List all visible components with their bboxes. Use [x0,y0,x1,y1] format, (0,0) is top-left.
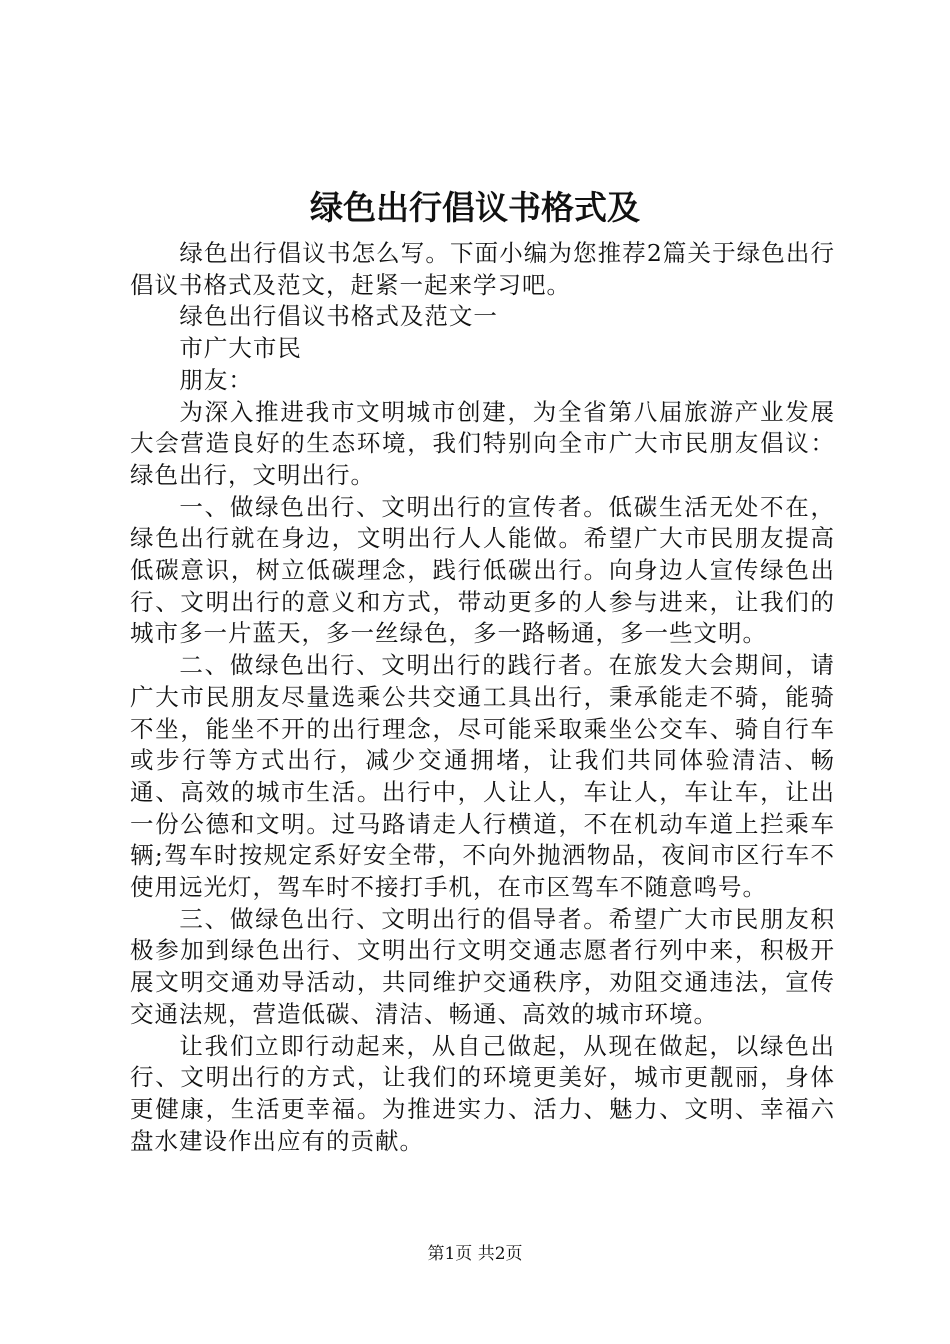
paragraph-salutation-line1: 市广大市民 [179,334,302,363]
page-indicator: 第1页 共2页 [427,1244,523,1264]
document-body [130,238,835,1157]
paragraph-salutation-line2: 朋友： [179,365,253,394]
paragraph-intro: 绿色出行倡议书怎么写。下面小编为您推荐2篇关于绿色出行倡议书格式及范文，赶紧一起来学习吧。 [130,239,835,299]
paragraph-opening: 为深入推进我市文明城市创建，为全省第八届旅游产业发展大会营造良好的生态环境，我们特别向全市广大市民朋友倡议：绿色出行，文明出行。 [130,397,835,489]
paragraph-closing: 让我们立即行动起来，从自己做起，从现在做起，以绿色出行、文明出行的方式，让我们的环境更美好，城市更靓丽，身体更健康，生活更幸福。为推进实力、活力、魅力、文明、幸福六盘水建设作出应有的贡献。 [130,1031,835,1155]
paragraph-point-one: 一、做绿色出行、文明出行的宣传者。低碳生活无处不在，绿色出行就在身边，文明出行人人能做。希望广大市民朋友提高低碳意识，树立低碳理念，践行低碳出行。向身边人宣传绿色出行、文明出行的意义和方式，带动更多的人参与进来，让我们的城市多一片蓝天，多一丝绿色，多一路畅通，多一些文明。 [130,492,835,648]
paragraph-subheading: 绿色出行倡议书格式及范文一 [179,302,498,331]
paragraph-point-three: 三、做绿色出行、文明出行的倡导者。希望广大市民朋友积极参加到绿色出行、文明出行文明交通志愿者行列中来，积极开展文明交通劝导活动，共同维护交通秩序，劝阻交通违法，宣传交通法规，营造低碳、清洁、畅通、高效的城市环境。 [130,904,835,1028]
document-title: 绿色出行倡议书格式及 [310,188,640,227]
paragraph-point-two: 二、做绿色出行、文明出行的践行者。在旅发大会期间，请广大市民朋友尽量选乘公共交通工具出行，秉承能走不骑，能骑不坐，能坐不开的出行理念，尽可能采取乘坐公交车、骑自行车或步行等方式出行，减少交通拥堵，让我们共同体验清洁、畅通、高效的城市生活。出行中，人让人，车让人，车让车，让出一份公德和文明。过马路请走人行横道，不在机动车道上拦乘车辆;驾车时按规定系好安全带，不向外抛洒物品，夜间市区行车不使用远光灯，驾车时不接打手机，在市区驾车不随意鸣号。 [130,651,835,902]
